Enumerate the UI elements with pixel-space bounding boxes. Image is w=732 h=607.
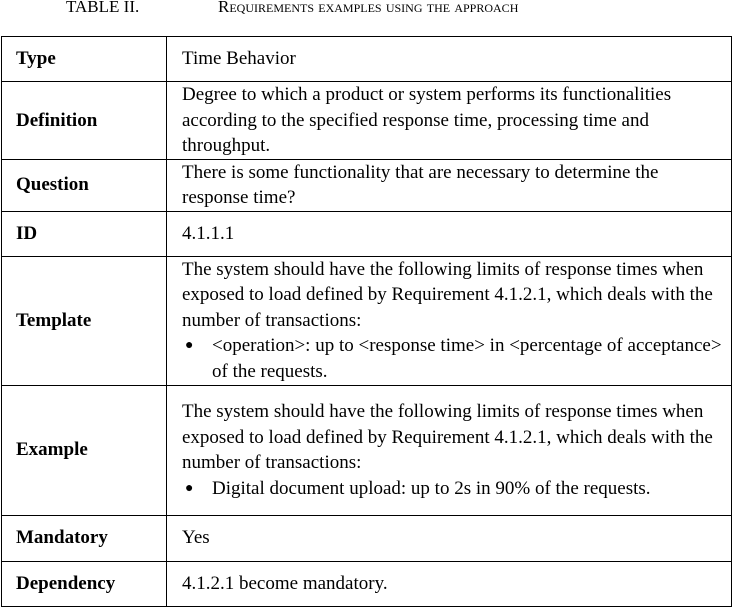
table-row-template xyxy=(2,256,732,385)
row-label: Example xyxy=(2,385,167,515)
row-label: Dependency xyxy=(2,561,167,606)
row-label: Mandatory xyxy=(2,515,167,561)
row-value: 4.1.2.1 become mandatory. xyxy=(167,561,732,606)
bullet-icon: ● xyxy=(185,338,194,354)
table-row-id xyxy=(2,211,732,256)
row-label: Definition xyxy=(2,82,167,160)
table-row-definition xyxy=(2,82,732,160)
row-value-cell xyxy=(167,256,732,385)
table-row-mandatory xyxy=(2,515,732,561)
row-value: The system should have the following limits of response times when exposed to load defined by Requirement 4.1.2.1, which deals with the number of transactions: xyxy=(182,258,713,331)
requirements-table xyxy=(1,36,732,607)
table-number: TABLE II. xyxy=(66,0,140,16)
bullet-icon: ● xyxy=(185,480,194,496)
row-value-cell xyxy=(167,385,732,515)
row-label: Question xyxy=(2,159,167,211)
row-label: Type xyxy=(2,37,167,82)
row-value: The system should have the following limits of response times when exposed to load defined by Requirement 4.1.2.1, which deals with the number of transactions: xyxy=(182,401,713,473)
row-label: Template xyxy=(2,256,167,385)
table-row-type xyxy=(2,37,732,82)
row-value: There is some functionality that are necessary to determine the response time? xyxy=(167,159,732,211)
row-value: 4.1.1.1 xyxy=(167,211,732,256)
row-value: Time Behavior xyxy=(167,37,732,82)
bullet-text: Digital document upload: up to 2s in 90% of the requests. xyxy=(212,477,651,499)
table-row-question xyxy=(2,159,732,211)
table-row-example xyxy=(2,385,732,515)
bullet-text: <operation>: up to <response time> in <percentage of acceptance> of the requests. xyxy=(212,335,722,382)
bullet-item xyxy=(182,476,723,502)
table-row-dependency xyxy=(2,561,732,606)
bullet-item xyxy=(182,333,723,384)
table-caption xyxy=(0,0,732,19)
row-value: Yes xyxy=(167,515,732,561)
row-value: Degree to which a product or system performs its functionalities according to the specified response time, processing time and throughput. xyxy=(167,82,732,160)
row-label: ID xyxy=(2,211,167,256)
table-title: Requirements examples using the approach xyxy=(218,0,519,16)
